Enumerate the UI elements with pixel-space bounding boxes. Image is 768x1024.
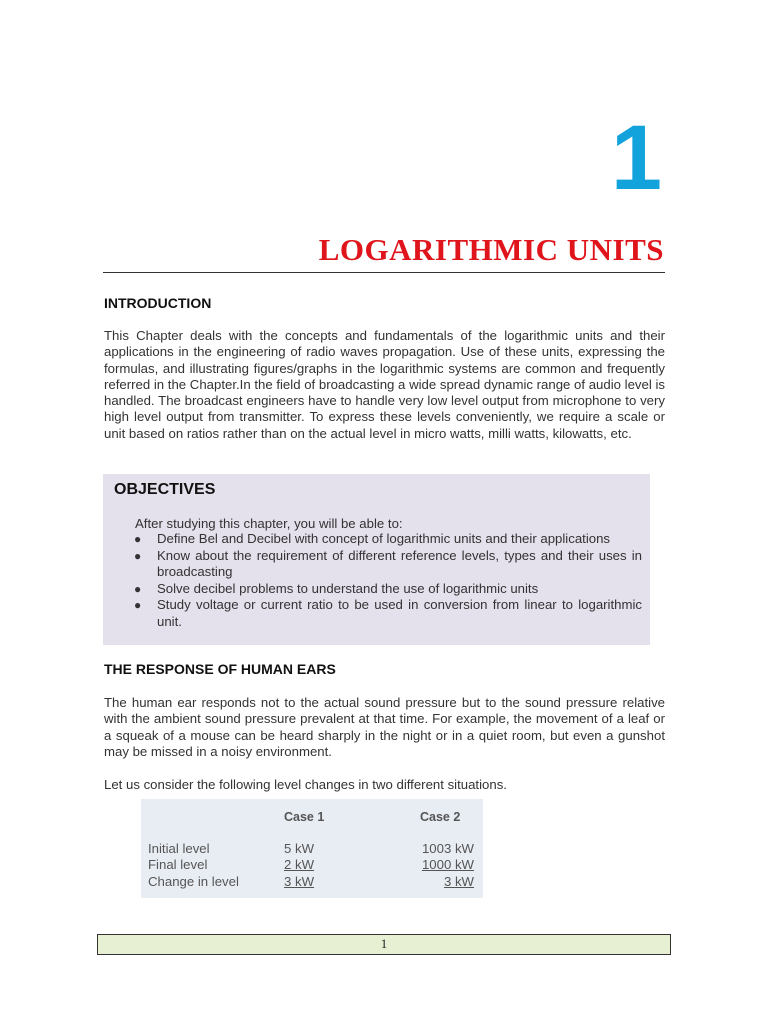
human-ears-paragraph: The human ear responds not to the actual sound pressure but to the sound pressure relative with the ambient sound pressure prevalent at that time. For example, the movement of a leaf or a squeak of a mouse can be heard sharply in the night or in a quiet room, but even a gunshot may be missed in a noisy environment. bbox=[104, 695, 665, 759]
objective-item bbox=[134, 597, 642, 630]
objective-text: Study voltage or current ratio to be used in conversion from linear to logarithmic unit. bbox=[157, 597, 642, 629]
objective-item bbox=[134, 580, 642, 598]
title-rule bbox=[103, 272, 665, 273]
introduction-paragraph: This Chapter deals with the concepts and fundamentals of the logarithmic units and their applications in the engineering of radio waves propagation. Use of these units, expressing the formulas, and illustrating figures/graphs in the logarithmic systems are common and frequently referred in the Chapter.In the field of broadcasting a wide spread dynamic range of audio level is handled. The broadcast engineers have to handle very low level output from microphone to very high level output from transmitter. To express these levels conveniently, we require a scale or unit based on ratios rather than on the actual level in micro watts, milli watts, kilowatts, etc. bbox=[104, 328, 665, 441]
objective-item bbox=[134, 547, 642, 581]
table-lead-in: Let us consider the following level changes in two different situations. bbox=[104, 777, 507, 792]
chapter-number: 1 bbox=[610, 107, 662, 209]
case2-value: 1000 kW bbox=[421, 857, 474, 872]
case2-value: 3 kW bbox=[443, 874, 474, 889]
objectives-title: OBJECTIVES bbox=[114, 481, 216, 498]
row-label: Initial level bbox=[148, 841, 210, 856]
case2-header: Case 2 bbox=[420, 810, 461, 824]
row-label: Final level bbox=[148, 857, 208, 872]
case1-value: 5 kW bbox=[284, 841, 315, 856]
case1-value: 3 kW bbox=[284, 874, 315, 889]
bullet-icon: ● bbox=[134, 598, 142, 613]
row-label: Change in level bbox=[148, 874, 239, 889]
human-ears-heading: THE RESPONSE OF HUMAN EARS bbox=[104, 661, 336, 677]
cases-table bbox=[141, 799, 483, 898]
introduction-heading: INTRODUCTION bbox=[104, 295, 212, 311]
bullet-icon: ● bbox=[134, 581, 142, 596]
case2-value: 1003 kW bbox=[421, 841, 474, 856]
objectives-list bbox=[134, 531, 642, 631]
bullet-icon: ● bbox=[134, 548, 142, 563]
case1-header: Case 1 bbox=[284, 810, 325, 824]
objectives-box bbox=[103, 474, 650, 645]
objective-text: Define Bel and Decibel with concept of logarithmic units and their applications bbox=[157, 531, 611, 546]
case1-value: 2 kW bbox=[284, 857, 315, 872]
objective-text: Know about the requirement of different reference levels, types and their uses in broadcasting bbox=[157, 547, 642, 580]
page-number: 1 bbox=[380, 936, 388, 951]
objective-item bbox=[134, 531, 642, 548]
objective-text: Solve decibel problems to understand the use of logarithmic units bbox=[157, 580, 539, 596]
bullet-icon: ● bbox=[134, 532, 142, 546]
objectives-intro: After studying this chapter, you will be able to: bbox=[135, 516, 403, 531]
page-footer bbox=[97, 934, 671, 955]
chapter-title: LOGARITHMIC UNITS bbox=[318, 232, 664, 267]
